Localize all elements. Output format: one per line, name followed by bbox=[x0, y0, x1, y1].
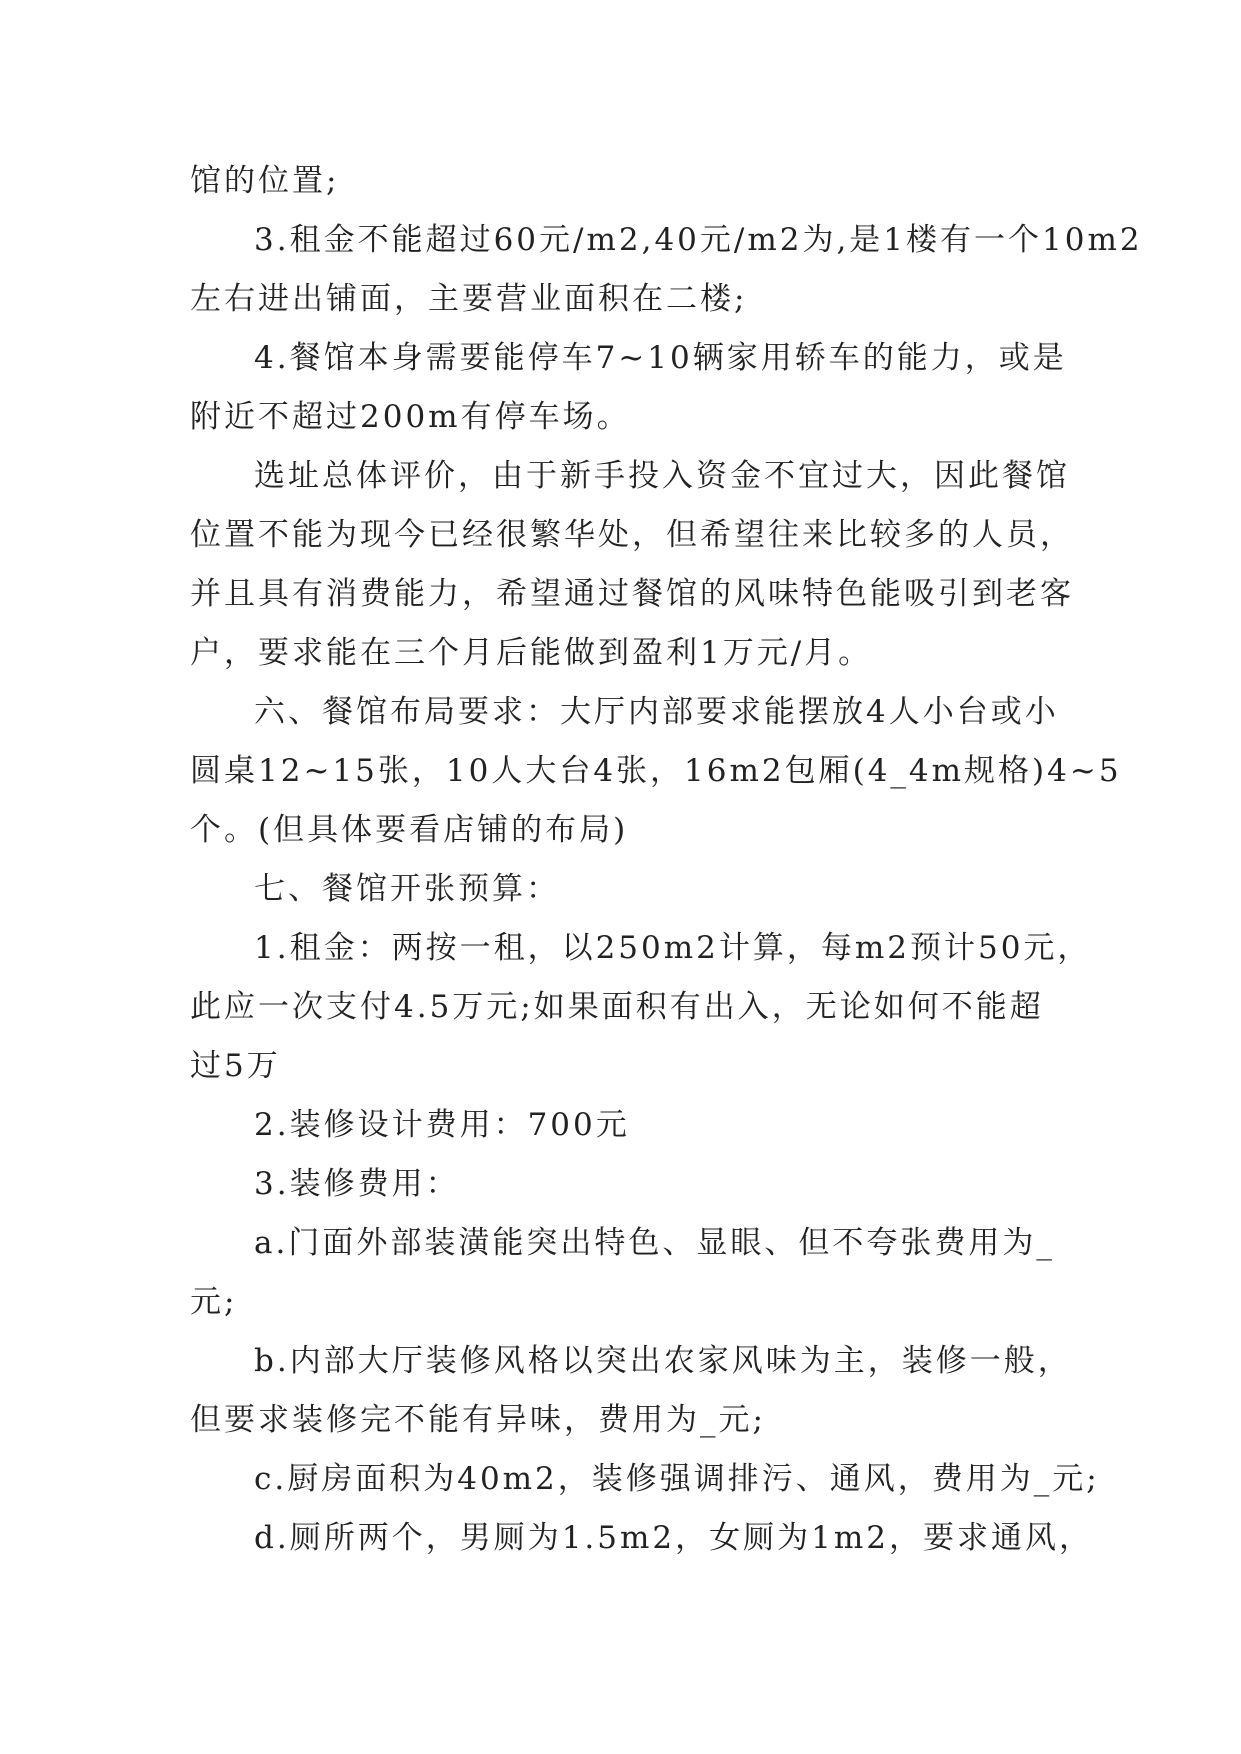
document-body bbox=[190, 152, 1143, 1568]
text-line: 元; bbox=[190, 1284, 238, 1320]
text-line: 位置不能为现今已经很繁华处，但希望往来比较多的人员， bbox=[190, 517, 1074, 553]
text-line: 六、餐馆布局要求：大厅内部要求能摆放4人小台或小 bbox=[254, 694, 1059, 730]
text-line: 户，要求能在三个月后能做到盈利1万元/月。 bbox=[190, 635, 873, 671]
text-line: 此应一次支付4.5万元;如果面积有出入，无论如何不能超 bbox=[190, 989, 1044, 1025]
text-line: c.厨房面积为40m2，装修强调排污、通风，费用为_元; bbox=[254, 1461, 1100, 1497]
text-line: 过5万 bbox=[190, 1048, 281, 1084]
text-line: 3.租金不能超过60元/m2,40元/m2为,是1楼有一个10m2 bbox=[254, 222, 1143, 258]
text-line: 2.装修设计费用：700元 bbox=[254, 1107, 630, 1143]
text-line: 并且具有消费能力，希望通过餐馆的风味特色能吸引到老客 bbox=[190, 576, 1074, 612]
text-line: 附近不超过200m有停车场。 bbox=[190, 399, 631, 435]
text-line: 1.租金：两按一租，以250m2计算，每m2预计50元， bbox=[254, 930, 1092, 966]
text-line: d.厕所两个，男厕为1.5m2，女厕为1m2，要求通风， bbox=[254, 1520, 1093, 1556]
text-line: 个。(但具体要看店铺的布局) bbox=[190, 812, 629, 848]
text-line: 左右进出铺面，主要营业面积在二楼; bbox=[190, 281, 748, 317]
text-line: 圆桌12~15张，10人大台4张，16m2包厢(4_4m规格)4~5 bbox=[190, 753, 1122, 789]
text-line: 3.装修费用： bbox=[254, 1166, 460, 1202]
text-line: a.门面外部装潢能突出特色、显眼、但不夸张费用为_ bbox=[254, 1225, 1055, 1261]
text-line: 七、餐馆开张预算： bbox=[254, 871, 560, 907]
text-line: 馆的位置; bbox=[190, 163, 340, 199]
text-line: 但要求装修完不能有异味，费用为_元; bbox=[190, 1402, 766, 1438]
text-line: b.内部大厅装修风格以突出农家风味为主，装修一般， bbox=[254, 1343, 1072, 1379]
text-line: 4.餐馆本身需要能停车7~10辆家用轿车的能力，或是 bbox=[254, 340, 1067, 376]
text-line: 选址总体评价，由于新手投入资金不宜过大，因此餐馆 bbox=[254, 458, 1070, 494]
